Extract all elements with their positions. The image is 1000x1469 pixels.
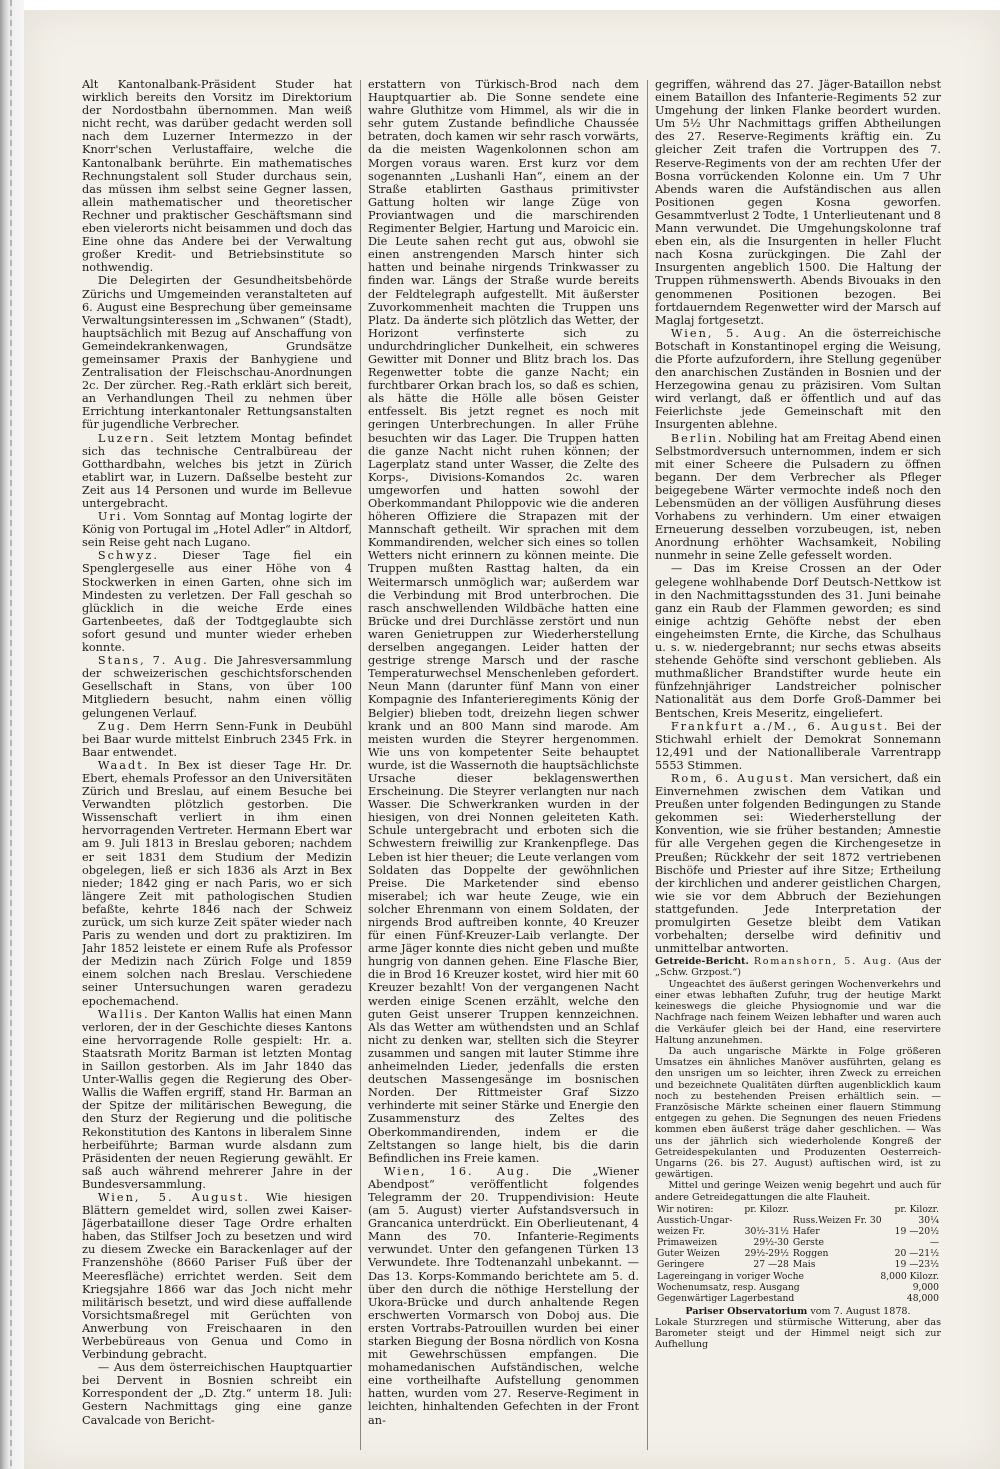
price-row: [655, 1226, 941, 1237]
price-cell: 30¼: [918, 1214, 939, 1226]
stock-cell: Lagereingang in voriger Woche: [657, 1270, 804, 1282]
stock-cell: 9,000: [912, 1281, 939, 1293]
article-text: — Das im Kreise Crossen an der Oder gelegene wohlhabende Dorf Deutsch-Nettkow ist in den Nachmittagsstunden des 31. Juni beinahe ganz ein Raub der Flammen geworden; es sind einige achtzig Gehöfte nebst der eben eingeheimsten Ernte, die Kirche, das Schulhaus u. s. w. niedergebrannt; nur sechs etwas abseits stehende Gehöfte sind verschont geblieben. Als muthmaßlicher Brandstifter wurde heute ein fünfzehnjähriger Landstreicher polnischer Nationalität aus dem Dorfe Groß-Dammer bei Bentschen, Kreis Meseritz, eingeliefert.: [655, 562, 941, 720]
dateline: Luzern.: [97, 431, 156, 445]
observatory-title: Pariser Observatorium: [685, 1305, 808, 1317]
article-paragraph: [368, 78, 639, 1165]
article-paragraph: [82, 1191, 352, 1361]
column-2: [368, 78, 639, 1458]
article-text: Vom Sonntag auf Montag logirte der König von Portugal im „Hotel Adler“ in Altdorf, sein Reise geht nach Lugano.: [82, 510, 352, 550]
grain-report: [655, 956, 941, 1350]
column-3-articles: [655, 78, 941, 955]
price-row: [655, 1248, 941, 1259]
dateline: Wallis.: [97, 1007, 150, 1021]
article-text: An die österreichische Botschaft in Konstantinopel erging die Weisung, die Pforte aufzufordern, ihre Stellung gegenüber den anarchischen Zuständen in Bosnien und der Herzegowina genau zu präzisiren. Vom Sultan wird verlangt, daß er öffentlich und auf das Feierlichste jede Gemeinschaft mit den Insurgenten ablehne.: [655, 326, 941, 432]
price-cell: Gerste: [792, 1236, 824, 1248]
price-row: [655, 1259, 941, 1270]
article-text: erstattern von Türkisch-Brod nach dem Hauptquartier ab. Die Sonne sendete eine wahre Gluthitze vom Himmel, als wir die in sehr gutem Zustande befindliche Chaussée betraten, doch kamen wir sehr rasch vorwärts, da die meisten Wagenkolonnen schon am Morgen voraus waren. Erst kurz vor dem sogenannten „Lushanli Han“, einem an der Straße etablirten Gasthaus primitivster Gattung holten wir lange Züge von Proviantwagen und die marschirenden Regimenter Belgier, Hartung und Maroicic ein. Die Leute sahen recht gut aus, obwohl sie einen anstrengenden Marsch hinter sich hatten und beinahe nirgends Trinkwasser zu finden war. Längs der Straße wurde bereits der Feldtelegraph aufgestellt. Mit äußerster Zuvorkommenheit machten die Truppen uns Platz. Da änderte sich plötzlich das Wetter, der Horizont verfinsterte sich zu undurchdringlicher Dunkelheit, ein schweres Gewitter mit Donner und Blitz brach los. Das Regenwetter tobte die ganze Nacht; ein furchtbarer Orkan brach los, so daß es schien, als hätte die Hölle alle bösen Geister entfesselt. Bis jetzt regnet es noch mit geringen Unterbrechungen. In aller Frühe besuchten wir das Lager. Die Truppen hatten die ganze Nacht nicht ruhen können; der Lagerplatz stand unter Wasser, die Zelte des Korps-, Divisions-Komandos 2c. waren umgeworfen und hatten sowohl der Oberkommandant Philoppovic wie die anderen höheren Offiziere die Strapazen mit der Mannschaft getheilt. Wir sprachen mit dem Kommandirenden, welcher sich eines so tollen Wetters nicht erinnern zu können meinte. Die Truppen mußten Rasttag halten, da ein Weitermarsch unmöglich war; außerdem war die Verbindung mit Brod unterbrochen. Die rasch anschwellenden Wildbäche hatten eine Brücke und drei Durchlässe zerstört und nun waren Genietruppen zur Wiederherstellung derselben angegangen. Leider hatten der gestrige strenge Marsch und der rasche Temperaturwechsel Menschenleben gefordert. Neun Mann (darunter fünf Mann von einer Kompagnie des Infanterieregiments König der Belgier) blieben todt, dreizehn liegen schwer krank und an 800 Mann sind marode. Am meisten wurden die Steyrer hergenommen. Wie uns von kompetenter Seite behauptet wurde, ist die Wassernoth die hauptsächlichste Ursache dieser beklagenswerthen Erscheinung. Die Steyrer verlangten nur nach Wasser. Die Schwerkranken wurden in der hiesigen, von drei Nonnen geleiteten Kath. Schule untergebracht und erboten sich die Schwestern freiwillig zur Krankenpflege. Das Leben ist hier theuer; die Leute verlangen vom Soldaten das Doppelte der gewöhnlichen Preise. Die Marketender sind ebenso miserabel; ich war heute Zeuge, wie ein solcher Ehrenmann von einem Soldaten, der nirgends Brod auftreiben konnte, 40 Kreuzer für einen Fünf-Kreuzer-Laib verlangte. Der arme Jäger konnte dies nicht geben und mußte hungrig von dannen gehen. Eine Flasche Bier, die in Brod 16 Kreuzer kostet, wird hier mit 60 Kreuzer bezahlt! Von der vergangenen Nacht werden einige Scenen erzählt, welche den guten Geist unserer Truppen kennzeichnen. Als das Wetter am wüthendsten und an Schlaf nicht zu denken war, stellten sich die Steyrer zusammen und sangen mit lauter Stimme ihre anheimelnden Lieder, jedenfalls die ersten deutschen Massengesänge im bosnischen Norden. Der Rittmeister Graf Sizzo verhinderte mit seiner Stärke und Energie den Zusammensturz des Zeltes des Oberkommandirenden, indem er die Zeltstangen so lange hielt, bis die darin Befindlichen ins Freie kamen.: [368, 78, 639, 1165]
article-paragraph: [82, 759, 352, 1008]
article-paragraph: [655, 562, 941, 719]
article-paragraph: [82, 78, 352, 274]
article-text: Seit letztem Montag befindet sich das technische Centralbüreau der Gotthardbahn, welches bis jetzt in Zürich etablirt war, in Luzern. Daßselbe besteht zur Zeit aus 14 Personen und wurde im Bellevue untergebracht.: [82, 431, 352, 510]
article-paragraph: [655, 772, 941, 955]
price-row: [655, 1237, 941, 1248]
article-paragraph: [655, 720, 941, 772]
article-text: Wie hiesigen Blättern gemeldet wird, sollen zwei Kaiser-Jägerbataillone dieser Tage Ordre erhalten haben, das Stilfser Joch zu besetzen und wird zu diesem Zwecke ein Barackenlager auf der Franzenshöhe (8660 Pariser Fuß über der Meeresfläche) errichtet werden. Seit dem Kriegsjahre 1866 war das Joch nicht mehr militärisch besetzt, und wird diese auffallende Vorsichtsmaßregel mit Gerüchten von Anwerbung von Freischaaren in den Werbebüreaus von Genua und Como in Verbindung gebracht.: [82, 1190, 352, 1362]
article-text: Man versichert, daß ein Einvernehmen zwischen dem Vatikan und Preußen unter folgenden Bedingungen zu Stande gekommen sei: Wiederherstellung der Konvention, wie sie früher bestanden; Amnestie für alle Vergehen gegen die Kirchengesetze in Preußen; Rückkehr der seit 1872 vertriebenen Bischöfe und Priester auf ihre Sitze; Ertheilung der kirchlichen und anderer geistlichen Chargen, wie sie vor dem Abbruch der Beziehungen stattgefunden. Jede Interpretation der promulgirten Gesetze bleibt dem Vatikan vorbehalten; derselbe wird definitiv und unmittelbar antworten.: [655, 771, 941, 956]
price-cell: Roggen: [792, 1247, 829, 1259]
price-cell: [739, 1215, 791, 1226]
article-text: Alt Kantonalbank-Präsident Studer hat wirklich bereits den Vorsitz im Direktorium der Nordostbahn übernommen. Man weiß nicht recht, was darüber gedacht werden soll nach dem Luzerner Intermezzo in der Knorr'schen Verlustaffaire, welche die Kantonalbank berührte. Ein mathematisches Rechnungstalent soll Studer durchaus sein, das müssen ihm selbst seine Gegner lassen, allein mathematischer und theoretischer Rechner und praktischer Geschäftsmann sind eben vielerorts nicht beisammen und doch das Eine ohne das Andere bei der Verwaltung großer Kredit- und Betriebsinstitute so nothwendig.: [82, 78, 352, 275]
article-text: Dieser Tage fiel ein Spenglergeselle aus einer Höhe von 4 Stockwerken in einen Garten, ohne sich im Mindesten zu verletzen. Der Fall geschah so glücklich in die weiche Erde eines Gartenbeetes, daß der Todtgeglaubte sich sofort gesund und munter wieder erheben konnte.: [82, 549, 352, 655]
price-cell: Russ.Weizen Fr. 30: [792, 1214, 882, 1226]
article-paragraph: [82, 720, 352, 759]
price-cell: —: [929, 1236, 939, 1248]
dateline: Waadt.: [97, 758, 150, 772]
stock-table: [655, 1271, 941, 1304]
price-cell: Guter Weizen: [657, 1247, 720, 1259]
article-text: — Aus dem österreichischen Hauptquartier bei Dervent in Bosnien schreibt ein Korrespondent der „D. Ztg.“ unterm 18. Juli: Gestern Nachmittags ging eine ganze Cavalcade von Bericht-: [82, 1361, 352, 1427]
grain-report-place: Romanshorn, 5. Aug.: [753, 956, 893, 968]
article-text: Der Kanton Wallis hat einen Mann verloren, der in der Geschichte dieses Kantons eine hervorragende Rolle gespielt: Hr. a. Staatsrath Moritz Barman ist letzten Montag in Saillon gestorben. Als im Jahr 1840 das Unter-Wallis gegen die Regierung des Ober-Wallis die Waffen ergriff, stand Hr. Barman an der Spitze der militärischen Bewegung, die den Sturz der Regierung und die politische Rekonstitution des Kantons in liberalem Sinne herbeiführte; Barman wurde alsdann zum Präsidenten der neuen Regierung gewählt. Er saß auch während mehrerer Jahre in der Bundesversammlung.: [82, 1007, 352, 1191]
page-edge: [0, 0, 24, 1469]
article-paragraph: [82, 549, 352, 654]
article-paragraph: [368, 1165, 639, 1427]
dateline: Schwyz.: [97, 549, 159, 563]
price-cell: 19 —20½: [894, 1225, 939, 1237]
dateline: Uri.: [97, 510, 129, 524]
dateline: Wien, 16. Aug.: [383, 1164, 532, 1178]
price-unit: pr. Kilozr.: [744, 1203, 789, 1215]
price-cell: Mais: [792, 1258, 816, 1270]
price-cell: 29½-29½: [744, 1247, 789, 1259]
column-rule: [647, 80, 648, 1450]
article-text: gegriffen, während das 27. Jäger-Bataillon nebst einem Bataillon des Infanterie-Regiments 52 zur Umgehung der linken Flanke beordert wurden. Um 5½ Uhr Nachmittags griffen Abtheilungen des 27. Reserve-Regiments kräftig ein. Zu gleicher Zeit trafen die Vortruppen des 7. Reserve-Regiments von der am rechten Ufer der Bosna vorrückenden Kolonne ein. Um 7 Uhr Abends waren die Aufständischen aus allen Positionen gegen Kosna geworfen. Gesammtverlust 2 Todte, 1 Unterlieutenant und 8 Mann verwundet. Die Umgehungskolonne traf eben ein, als die Insurgenten in heller Flucht nach Kosna zurückgingen. Die Zahl der Insurgenten angeblich 1500. Die Haltung der Truppen rühmenswerth. Abends Bivouaks in den genommenen Positionen bezogen. Bei fortdauerndem Regenwetter wird der Marsch auf Maglaj fortgesetzt.: [655, 78, 941, 327]
article-paragraph: [82, 1008, 352, 1191]
article-text: Dem Herrn Senn-Funk in Deubühl bei Baar wurde mittelst Einbruch 2345 Frk. in Baar entwendet.: [82, 719, 352, 759]
grain-report-paragraph: Ungeachtet des äußerst geringen Wochenverkehrs und einer etwas lebhaften Zufuhr, trug der heutige Markt keineswegs die gleiche Physiognomie und war die Nachfrage nach feinem Weizen lebhafter und waren auch die Verkäufer gleich bei der Hand, eine reservirtere Haltung anzunehmen.: [655, 978, 941, 1046]
dateline: Frankfurt a./M., 6. August.: [670, 719, 890, 733]
dateline: Berlin.: [670, 431, 724, 445]
dateline: Rom, 6. August.: [670, 771, 796, 785]
dateline: Stans, 7. Aug.: [97, 654, 209, 668]
observatory-line: [655, 1306, 941, 1317]
grain-report-heading: Getreide-Bericht.: [655, 956, 749, 968]
article-text: In Bex ist dieser Tage Hr. Dr. Ebert, ehemals Professor an den Universitäten Zürich und Breslau, auf einem Besuche bei Verwandten plötzlich gestorben. Die Wissenschaft verliert in ihm einen hervorragenden Vertreter. Hermann Ebert war am 9. Juli 1813 in Breslau geboren; nachdem er seit 1831 dem Studium der Medizin obgelegen, ließ er sich 1836 als Arzt in Bex nieder; 1842 ging er nach Paris, wo er sich längere Zeit mit pathologischen Studien befaßte, kehrte 1846 nach der Schweiz zurück, um sich kurze Zeit später wieder nach Paris zu wenden und dort zu praktiziren. Im Jahr 1852 leistete er einem Rufe als Professor der Medizin nach Zürich Folge und 1859 einem solchen nach Breslau. Verschiedene seiner Untersuchungen waren geradezu epochemachend.: [82, 758, 352, 1008]
dateline: Wien, 5. Aug.: [670, 326, 789, 340]
stock-cell: Gegenwärtiger Lagerbestand: [657, 1292, 795, 1304]
price-cell: 27 —28: [753, 1258, 789, 1270]
column-1: [82, 78, 352, 1458]
article-text: Die Delegirten der Gesundheitsbehörde Zürichs und Umgemeinden veranstalteten auf 6. August eine Besprechung über gemeinsame Verwaltungsinteressen im „Schwanen“ (Stadt), hauptsächlich mit Bezug auf Anschaffung von Gemeindekrankenwagen, Grundsätze gemeinsamer Praxis der Banhygiene und Zentralisation der Fleischschau-Anordnungen 2c. Der zürcher. Reg.-Rath erklärt sich bereit, an Verhandlungen Theil zu nehmen über Errichtung interkantonaler Rettungsanstalten für jugendliche Verbrecher.: [82, 274, 352, 432]
column-3: [655, 78, 941, 1458]
price-cell: weizen Fr.: [657, 1225, 706, 1237]
article-text: Die Jahresversammlung der schweizerischen geschichtsforschenden Gesellschaft in Stans, von über 100 Mitgliedern besucht, nahm einen völlig gelungenen Verlauf.: [82, 654, 352, 720]
grain-report-source: (Aus der „Schw. Grzpost.“): [655, 956, 941, 979]
article-paragraph: [82, 1361, 352, 1426]
article-paragraph: [82, 432, 352, 511]
stock-row: [655, 1271, 941, 1282]
grain-report-paragraph: Da auch ungarische Märkte in Folge größeren Umsatzes ein ähnliches Manöver ausführten, gelang es den unsrigen um so leichter, ihren Zweck zu erreichen und bezeichnete Qualitäten dürften augenblicklich kaum noch zu bestehenden Preisen erhältlich sein. — Französische Märkte scheinen einer flauern Stimmung entgegen zu gehen. Die Segnungen des neuen Friedens kommen eben äußerst träge daher geschlichen. — Was uns der jährlich sich wiederholende Kongreß der Getreidespekulanten und Produzenten Oesterreich-Ungarns (26. bis 27. August) auftischen wird, ist zu gewärtigen.: [655, 1045, 941, 1181]
article-paragraph: [655, 327, 941, 432]
article-paragraph: [82, 510, 352, 549]
price-cell: Geringere: [657, 1258, 705, 1270]
article-text: Bei der Stichwahl erhielt der Demokrat Sonnemann 12,491 und der Nationalliberale Varrentrapp 5553 Stimmen.: [655, 719, 941, 772]
price-cell: 19 —23½: [894, 1258, 939, 1270]
price-cell: 29½-30: [753, 1236, 789, 1248]
stock-cell: Wochenumsatz, resp. Ausgang: [657, 1281, 800, 1293]
article-paragraph: [655, 432, 941, 563]
article-paragraph: [82, 654, 352, 719]
article-paragraph: [655, 78, 941, 327]
article-paragraph: [82, 274, 352, 431]
price-cell: Primaweizen: [657, 1236, 718, 1248]
price-cell: 30½-31½: [744, 1225, 789, 1237]
stock-row: [655, 1282, 941, 1293]
dateline: Zug.: [97, 719, 132, 733]
dateline: Wien, 5. August.: [97, 1190, 250, 1204]
price-table-header: [655, 1204, 941, 1215]
stock-cell: 48,000: [906, 1292, 939, 1304]
observatory-date: vom 7. August 1878.: [810, 1305, 911, 1317]
column-rule: [360, 80, 361, 1450]
price-cell: 20 —21½: [894, 1247, 939, 1259]
price-unit: pr. Kilozr.: [894, 1203, 939, 1215]
stock-row: [655, 1293, 941, 1304]
price-row: [655, 1215, 941, 1226]
price-label: Wir notiren:: [657, 1203, 714, 1215]
observatory-text: Lokale Sturzregen und stürmische Witterung, aber das Barometer steigt und der Himmel neigt sich zur Aufhellung: [655, 1316, 941, 1351]
price-table: [655, 1204, 941, 1270]
price-cell: Ausstich-Ungar-: [657, 1214, 733, 1226]
price-cell: Hafer: [792, 1225, 820, 1237]
stock-cell: 8,000 Kilozr.: [880, 1270, 939, 1282]
article-text: Nobiling hat am Freitag Abend einen Selbstmordversuch unternommen, indem er sich mit einer Scheere die Pulsadern zu öffnen begann. Der dem Verbrecher als Pfleger beigegebene Wärter vermochte indeß noch den Lebensmüden an der völligen Ausführung dieses Vorhabens zu verhindern. Um einer etwaigen Erneuerung desselben vorzubeugen, ist, neben Anordnung erhöhter Wachsamkeit, Nobiling nunmehr in seine Zelle gefesselt worden.: [655, 431, 941, 563]
article-text: Die „Wiener Abendpost“ veröffentlicht folgendes Telegramm der 20. Truppendivision: Heute (am 5. August) vierter Aufstandsversuch in Grancanica unterdrückt. Ein Oberlieutenant, 4 Mann des 70. Infanterie-Regiments verwundet. Unter den gefangenen Türken 13 Verwundete. Ihre Todtenanzahl unbekannt. — Das 13. Korps-Kommando berichtete am 5. d. über den durch die nöthige Herstellung der Ukora-Brücke und durch anhaltende Regen erschwerten Vormarsch von Doboj aus. Die ersten Vortrabs-Patrouillen wurden bei einer starken Biegung der Bosna nördlich von Kosna mit Gewehrschüssen empfangen. Die mohamedanischen Aufständischen, welche eine vortheilhafte Aufstellung genommen hatten, wurden vom 27. Reserve-Regiment in leichten, hinhaltenden Gefechten in der Front an-: [368, 1164, 639, 1427]
grain-report-paragraph: Mittel und geringe Weizen wenig begehrt und auch für andere Getreidegattungen die alte Flauheit.: [655, 1180, 941, 1203]
